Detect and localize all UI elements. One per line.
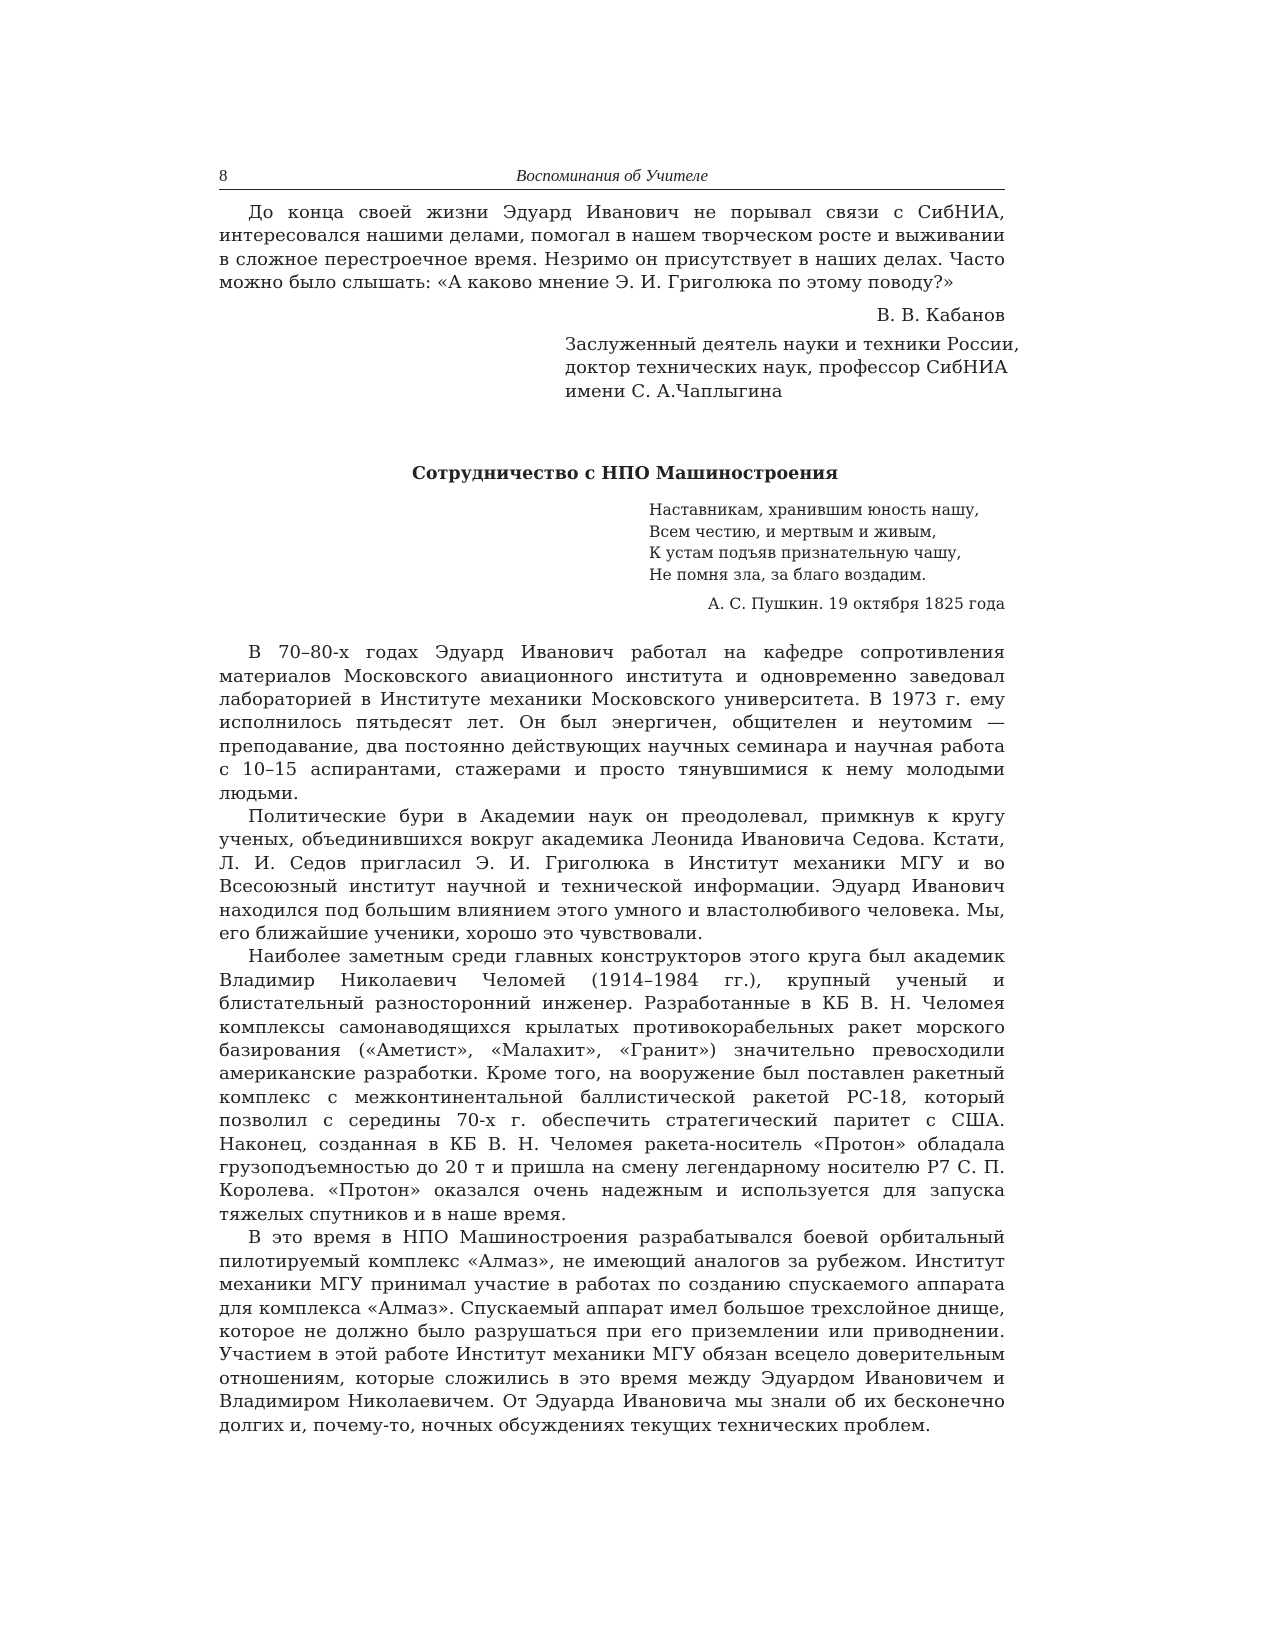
running-title: Воспоминания об Учителе xyxy=(515,166,709,185)
affiliation-line: имени С. А.Чаплыгина xyxy=(565,380,783,402)
epigraph-line: Не помня зла, за благо воздадим. xyxy=(649,565,927,584)
affiliation-line: Заслуженный деятель науки и техники России, xyxy=(565,333,1020,355)
body-paragraph: В 70–80-х годах Эдуард Иванович работал на кафедре сопротивления материалов Московского авиационного института и одновременно заведовал лабораторией в Институте механики Московского университета. В 1973 г. ему исполнилось пятьдесят лет. Он был энергичен, общителен и неутомим — преподавание, два постоянно действующих научных семинара и научная работа с 10–15 аспирантами, стажерами и просто тянувшимися к нему молодыми людьми. xyxy=(219,642,1005,804)
epigraph xyxy=(649,500,1005,586)
body-paragraph: Политические бури в Академии наук он преодолевал, примкнув к кругу ученых, объединившихся вокруг академика Леонида Ивановича Седова. Кстати, Л. И. Седов пригласил Э. И. Григолюка в Институт механики МГУ и во Всесоюзный институт научной и технической информации. Эдуард Иванович находился под большим влиянием этого умного и властолюбивого человека. Мы, его ближайшие ученики, хорошо это чувствовали. xyxy=(219,805,1005,944)
author-affiliation xyxy=(565,333,1020,404)
page-number: 8 xyxy=(219,166,228,185)
affiliation-line: доктор технических наук, профессор СибНИА xyxy=(565,357,1008,379)
body-paragraph: Наиболее заметным среди главных конструкторов этого круга был академик Владимир Николаевич Челомей (1914–1984 гг.), крупный ученый и блистательный разносторонний инженер. Разработанные в КБ В. Н. Челомея комплексы самонаводящихся крылатых противокорабельных ракет морского базирования («Аметист», «Малахит», «Гранит») значительно превосходили американские разработки. Кроме того, на вооружение был поставлен ракетный комплекс с межконтинентальной баллистической ракетой РС-18, который позволил с середины 70-х г. обеспечить стратегический паритет с США. Наконец, созданная в КБ В. Н. Челомея ракета-носитель «Протон» обладала грузоподъемностью до 20 т и пришла на смену легендарному носителю Р7 С. П. Королева. «Протон» оказался очень надежным и используется для запуска тяжелых спутников и в наше время. xyxy=(219,946,1005,1225)
epigraph-line: Всем честию, и мертвым и живым, xyxy=(649,522,937,541)
body-paragraph: В это время в НПО Машиностроения разрабатывался боевой орбитальный пилотируемый комплекс «Алмаз», не имеющий аналогов за рубежом. Институт механики МГУ принимал участие в работах по созданию спускаемого аппарата для комплекса «Алмаз». Спускаемый аппарат имел большое трехслойное днище, которое не должно было разрушаться при его приземлении или приводнении. Участием в этой работе Институт механики МГУ обязан всецело доверительным отношениям, которые сложились в это время между Эдуардом Ивановичем и Владимиром Николаевичем. От Эдуарда Ивановича мы знали об их бесконечно долгих и, почему-то, ночных обсуждениях текущих технических проблем. xyxy=(219,1227,1005,1436)
section-body xyxy=(219,641,1005,1437)
author-signature: В. В. Кабанов xyxy=(876,304,1005,326)
epigraph-line: К устам подъяв признательную чашу, xyxy=(649,544,962,563)
book-page xyxy=(219,163,1020,1437)
epigraph-source: А. С. Пушкин. 19 октября 1825 года xyxy=(707,595,1005,614)
intro-block xyxy=(219,201,1005,295)
section-title: Сотрудничество с НПО Машиностроения xyxy=(411,464,839,485)
epigraph-line: Наставникам, хранившим юность нашу, xyxy=(649,501,980,520)
intro-paragraph: До конца своей жизни Эдуард Иванович не порывал связи с СибНИА, интересовался нашими делами, помогал в нашем творческом росте и выживании в сложное перестроечное время. Незримо он присутствует в наших делах. Часто можно было слышать: «А каково мнение Э. И. Григолюка по этому поводу?» xyxy=(219,202,1005,294)
running-header xyxy=(219,163,1005,190)
